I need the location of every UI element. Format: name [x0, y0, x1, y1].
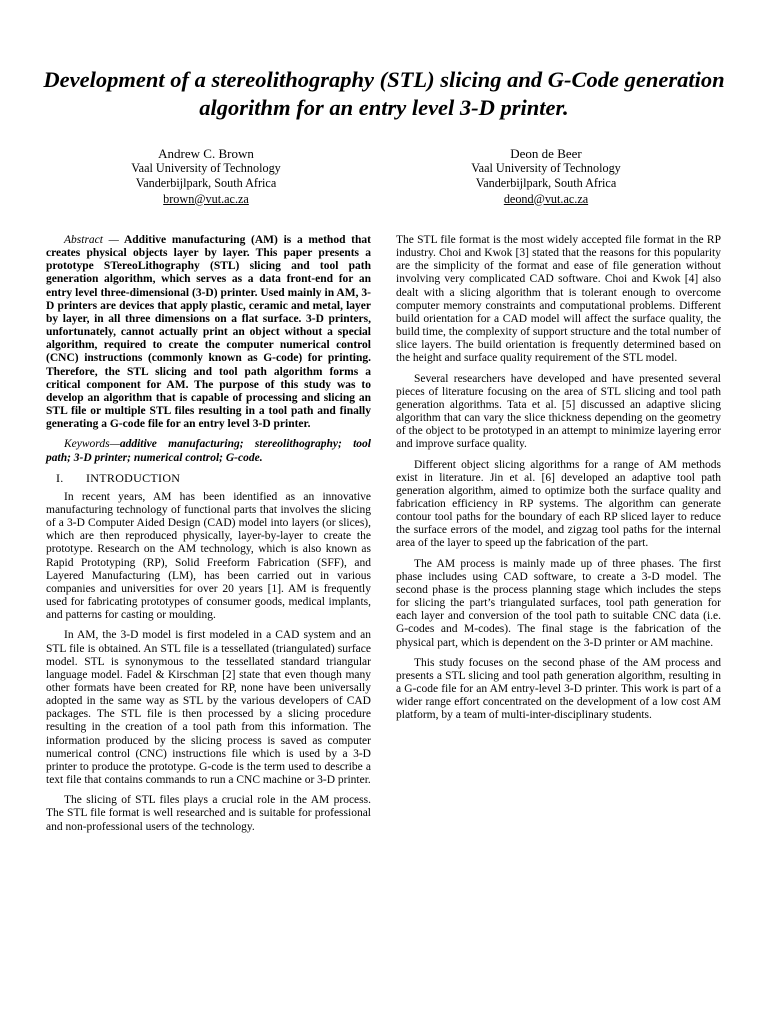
author-location: Vanderbijlpark, South Africa	[135, 176, 277, 191]
author-affiliation: Vaal University of Technology	[131, 161, 281, 176]
paper-title: Development of a stereolithography (STL) slicing and G-Code generation algorithm for an entry level 3-D printer.	[43, 67, 725, 120]
keywords-label: Keywords—	[64, 438, 120, 451]
section-title: INTRODUCTION	[86, 470, 181, 485]
author-block-2	[426, 146, 666, 207]
author-name: Deon de Beer	[510, 146, 582, 161]
section-number: I.	[56, 470, 64, 485]
abstract	[46, 234, 371, 431]
body-paragraph: Different object slicing algorithms for a range of AM methods exist in literature. Jin et al. [6] developed an adaptive tool path generation algorithm, aimed to optimize both the surface quality and fabrication efficiency in RP systems. The algorithm can generate contour tool paths for the boundary of each RP sliced layer to reduce the surface errors of the model, and zigzag tool paths for the internal area of the layer to speed up the fabrication of the part.	[396, 458, 721, 550]
abstract-text: Additive manufacturing (AM) is a method that creates physical objects layer by layer. This paper presents a prototype STereoLithography (STL) slicing and tool path generation algorithm, which serves as a data front-end for an entry level three-dimensional (3-D) printer. Used mainly in AM, 3-D printers are devices that apply plastic, ceramic and metal, layer by layer, in all three dimensions on a flat surface. 3-D printers, unfortunately, cannot actually print an object without a special algorithm, required to create the computer numerical control (CNC) instructions (commonly known as G-code) for printing. Therefore, the STL slicing and tool path algorithm forms a critical component for AM. The purpose of this study was to develop an algorithm that is capable of processing and slicing an STL file or multiple STL files resulting in a tool path and finally generating a G-code file for an entry level 3-D printer.	[46, 234, 371, 431]
section-heading	[46, 472, 371, 485]
body-paragraph: The slicing of STL files plays a crucial role in the AM process. The STL file format is well researched and is suitable for professional and non-professional users of the technology.	[46, 794, 371, 833]
body-paragraph: In recent years, AM has been identified as an innovative manufacturing technology of functional parts that involves the slicing of a 3-D Computer Aided Design (CAD) model into layers (or slices), which are then reproduced physically, layer-by-layer to create the prototype. Research on the AM technology, which is also known as Rapid Prototyping (RP), Solid Freeform Fabrication (SFF), and Layered Manufacturing (LM), has been carried out in various companies and universities for over 20 years [1]. AM is frequently used for fabricating prototypes of consumer goods, medical implants, and patterns for casting or moulding.	[46, 490, 371, 622]
author-email-link[interactable]: deond@vut.ac.za	[503, 191, 589, 206]
author-block-1	[86, 146, 326, 207]
body-paragraph: This study focuses on the second phase of the AM process and presents a STL slicing and tool path generation algorithm, resulting in a G-code file for an AM entry-level 3-D printer. This work is part of a wider range effort concentrated on the development of a low cost AM platform, by a team of multi-inter-disciplinary students.	[396, 656, 721, 722]
body-paragraph: The STL file format is the most widely accepted file format in the RP industry. Choi and Kwok [3] stated that the reasons for this popularity are the simplicity of the format and ease of file generation without involving very complicated CAD software. Choi and Kwok [4] also dealt with a slicing algorithm that is tolerant enough to overcome computer memory constraints and computational problems. Different build orientation for a CAD model will affect the surface quality, the build time, the complexity of support structure and the total number of slice layers. The build orientation is frequently determined based on the height and surface quality requirement of the STL model.	[396, 234, 721, 365]
body-paragraph: In AM, the 3-D model is first modeled in a CAD system and an STL file is obtained. An STL file is a tessellated (triangulated) surface model. STL is synonymous to the tessellated standard triangular language model. Fadel & Kirschman [2] state that even though many other formats have been created for RP, none have been universally adopted in the same way as STL by the various developers of CAD packages. The STL file is then processed by a slicing procedure resulting in the creation of a tool path from this information. The information produced by the slicing process is saved as computer numerical control (CNC) instructions file which is used by a 3-D printer to produce the prototype. G-code is the term used to describe a text file that contains commands to run a CNC machine or 3-D printer.	[46, 629, 371, 787]
right-column	[396, 234, 721, 729]
body-paragraph: Several researchers have developed and have presented several pieces of literature focusing on the area of STL slicing and tool path generation algorithms. Tata et al. [5] discussed an adaptive slicing algorithm that can vary the slice thickness depending on the geometry of the object to be prototyped in an attempt to minimize layering error and improve surface quality.	[396, 372, 721, 451]
body-paragraph: The AM process is mainly made up of three phases. The first phase includes using CAD software, to create a 3-D model. The second phase is the process planning stage which includes the steps for slicing the part’s triangulated surfaces, tool path generation for each layer and conversion of the tool path to suitable CNC data (i.e. G-codes and M-codes). The final stage is the fabrication of the physical part, which is dependent on the 3-D printer or AM machine.	[396, 557, 721, 649]
author-email-link[interactable]: brown@vut.ac.za	[163, 191, 249, 206]
author-affiliation: Vaal University of Technology	[471, 161, 621, 176]
author-name: Andrew C. Brown	[158, 146, 254, 161]
keywords	[46, 438, 371, 464]
author-location: Vanderbijlpark, South Africa	[475, 176, 617, 191]
left-column	[46, 234, 371, 841]
abstract-label: Abstract —	[64, 234, 119, 246]
keywords-text: additive manufacturing; stereolithography; tool path; 3-D printer; numerical control; G-code.	[46, 438, 371, 464]
